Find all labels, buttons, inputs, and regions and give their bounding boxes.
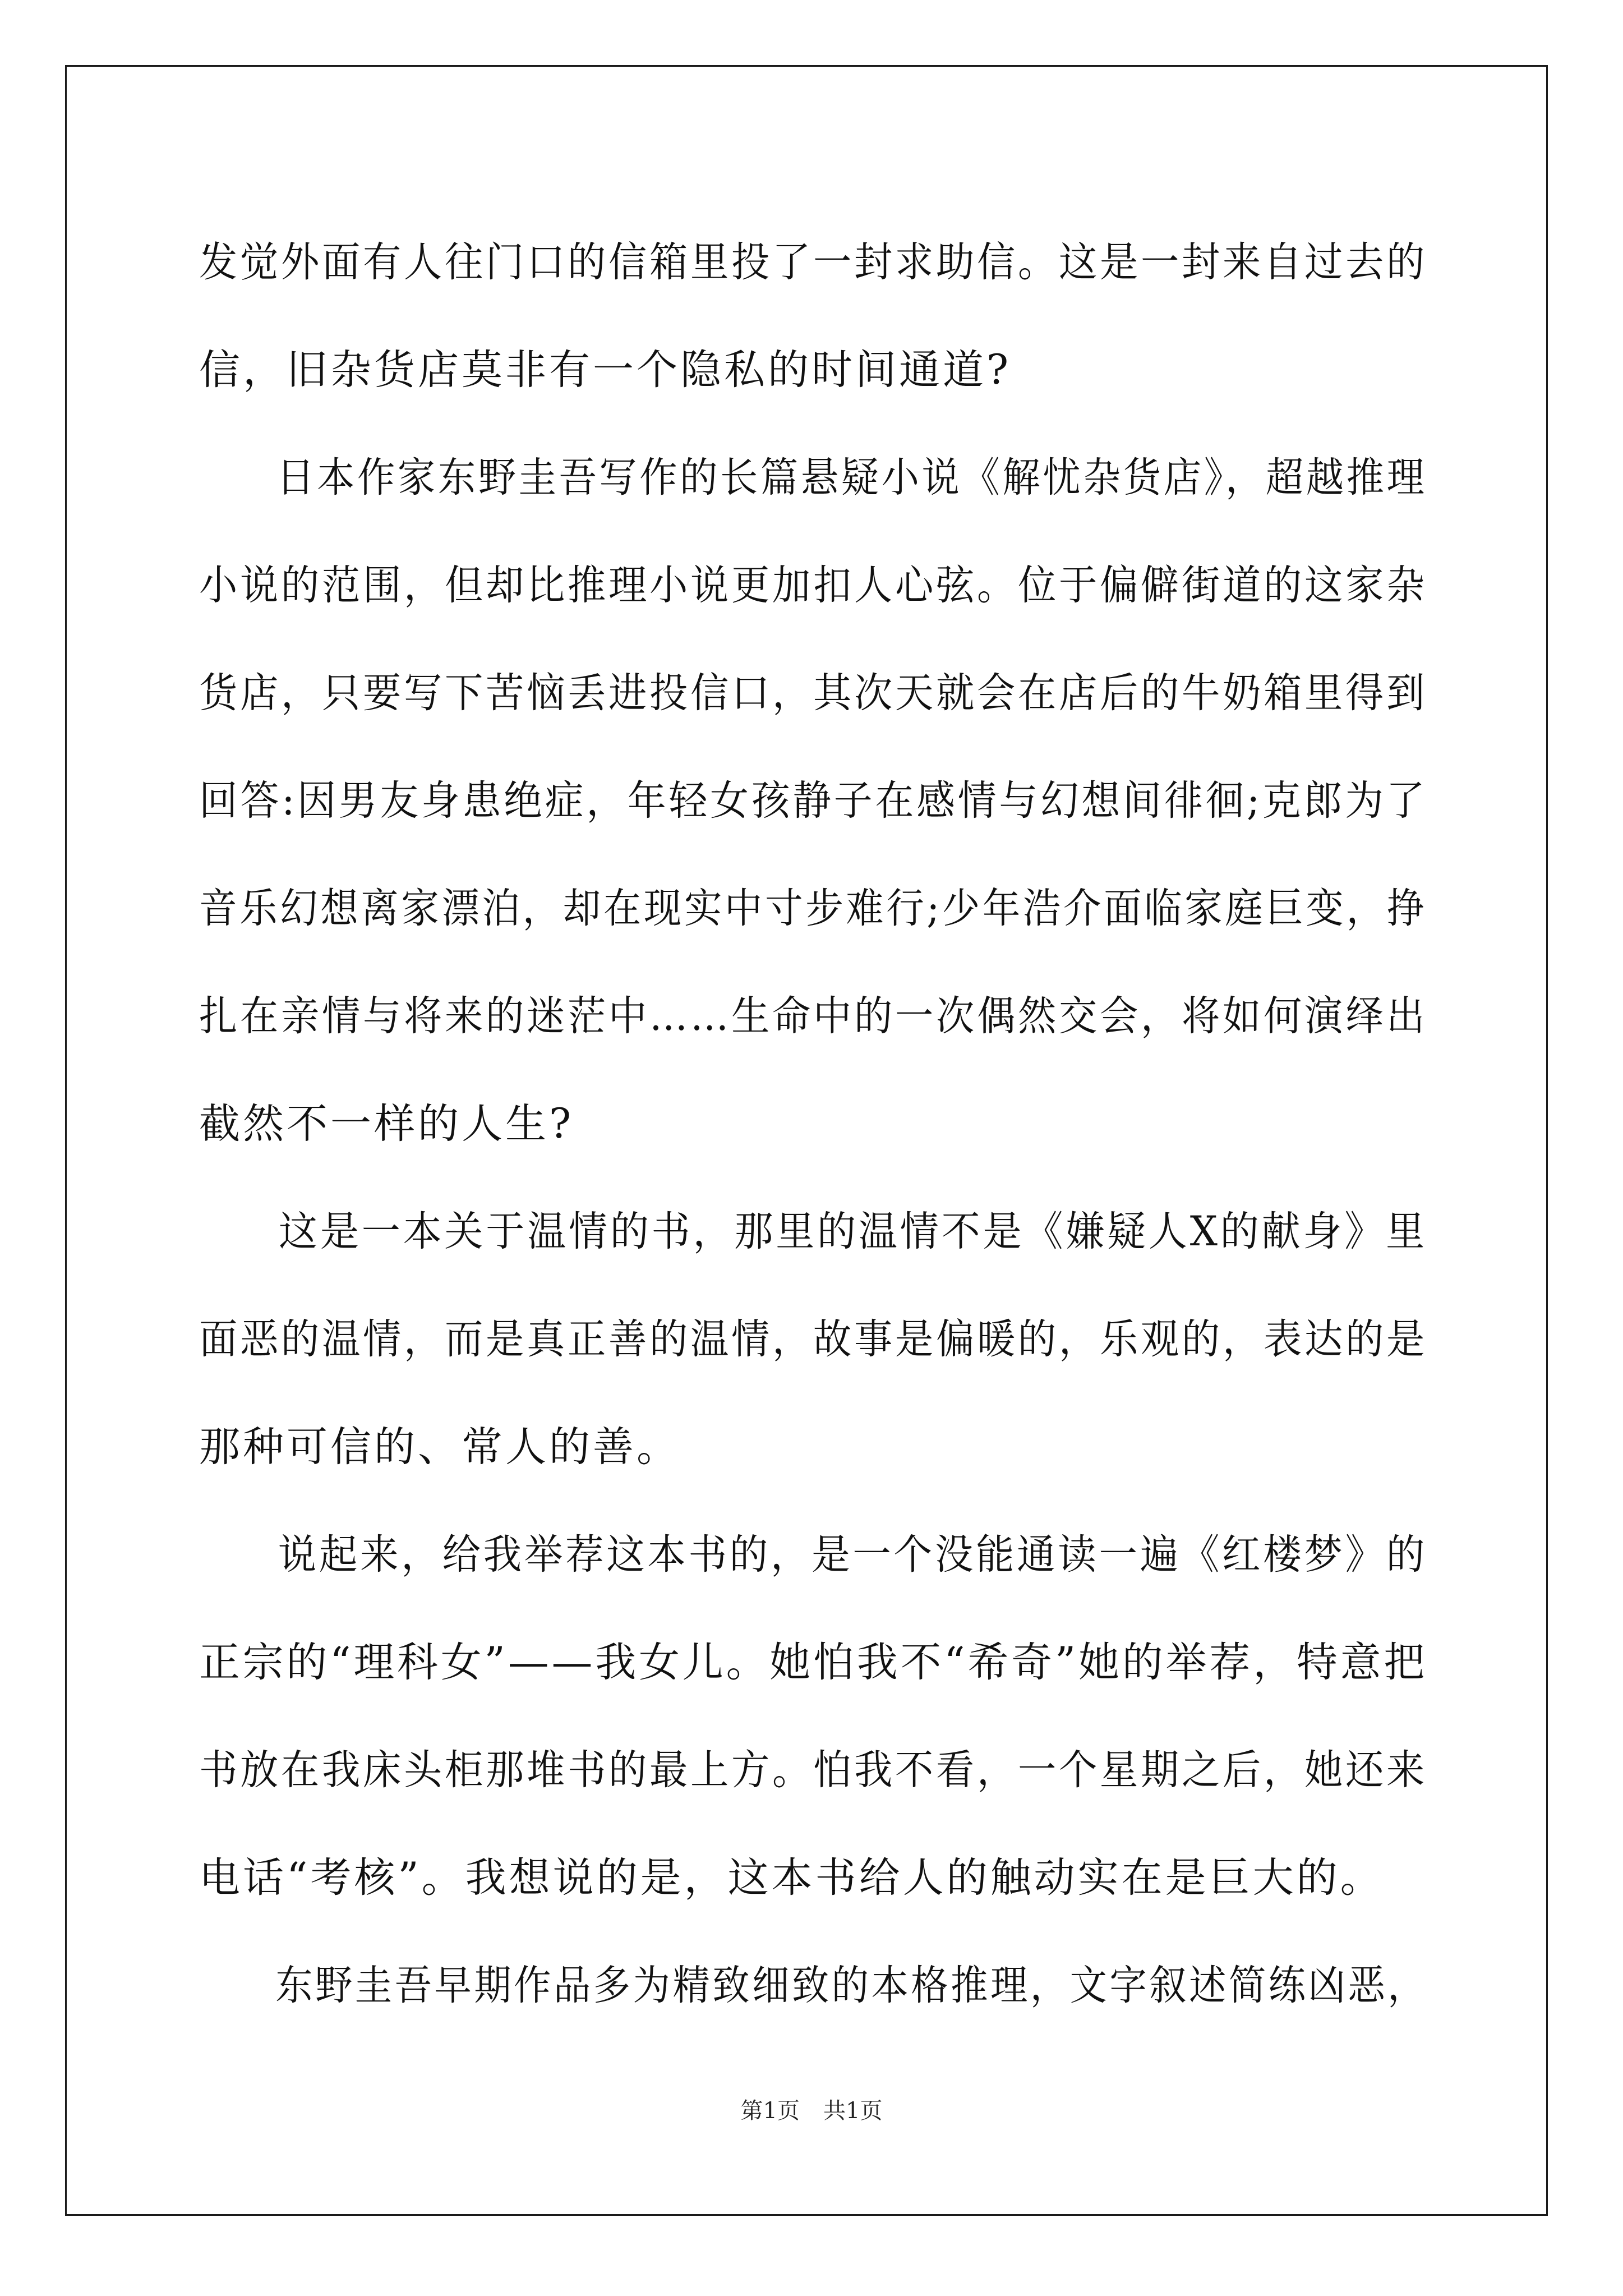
text-line-4: 小说的范围，但却比推理小说更加扣人心弦。位于偏僻街道的这家杂 bbox=[199, 562, 1428, 609]
text-line-8: 扎在亲情与将来的迷茫中……生命中的一次偶然交会，将如何演绎出 bbox=[199, 992, 1428, 1040]
text-line-7: 音乐幻想离家漂泊，却在现实中寸步难行;少年浩介面临家庭巨变，挣 bbox=[199, 885, 1427, 932]
text-line-2: 信，旧杂货店莫非有一个隐私的时间通道? bbox=[199, 346, 1012, 394]
text-line-5: 货店，只要写下苦恼丢进投信口，其次天就会在店后的牛奶箱里得到 bbox=[199, 669, 1428, 717]
text-line-10: 这是一本关于温情的书，那里的温情不是《嫌疑人X的献身》里 bbox=[279, 1208, 1427, 1255]
document-body bbox=[199, 209, 1427, 2040]
text-line-3: 日本作家东野圭吾写作的长篇悬疑小说《解忧杂货店》，超越推理 bbox=[276, 454, 1427, 501]
page-number-total: 共1页 bbox=[823, 2098, 883, 2124]
text-line-14: 正宗的“理科女”——我女儿。她怕我不“希奇”她的举荐，特意把 bbox=[199, 1639, 1428, 1686]
text-line-6: 回答:因男友身患绝症，年轻女孩静子在感情与幻想间徘徊;克郎为了 bbox=[199, 777, 1428, 825]
text-line-17: 东野圭吾早期作品多为精致细致的本格推理，文字叙述简练凶恶， bbox=[275, 1962, 1428, 2009]
text-line-11: 面恶的温情，而是真正善的温情，故事是偏暖的，乐观的，表达的是 bbox=[199, 1315, 1428, 1363]
text-line-15: 书放在我床头柜那堆书的最上方。怕我不看，一个星期之后，她还来 bbox=[199, 1746, 1428, 1794]
page-footer bbox=[0, 2097, 1623, 2125]
text-line-12: 那种可信的、常人的善。 bbox=[199, 1423, 680, 1471]
text-line-1: 发觉外面有人往门口的信箱里投了一封求助信。这是一封来自过去的 bbox=[199, 238, 1428, 286]
text-line-16: 电话“考核”。我想说的是，这本书给人的触动实在是巨大的。 bbox=[199, 1854, 1384, 1902]
page-number-current: 第1页 bbox=[740, 2098, 800, 2124]
text-line-9: 截然不一样的人生? bbox=[199, 1100, 574, 1148]
text-line-13: 说起来，给我举荐这本书的，是一个没能通读一遍《红楼梦》的 bbox=[278, 1531, 1427, 1579]
